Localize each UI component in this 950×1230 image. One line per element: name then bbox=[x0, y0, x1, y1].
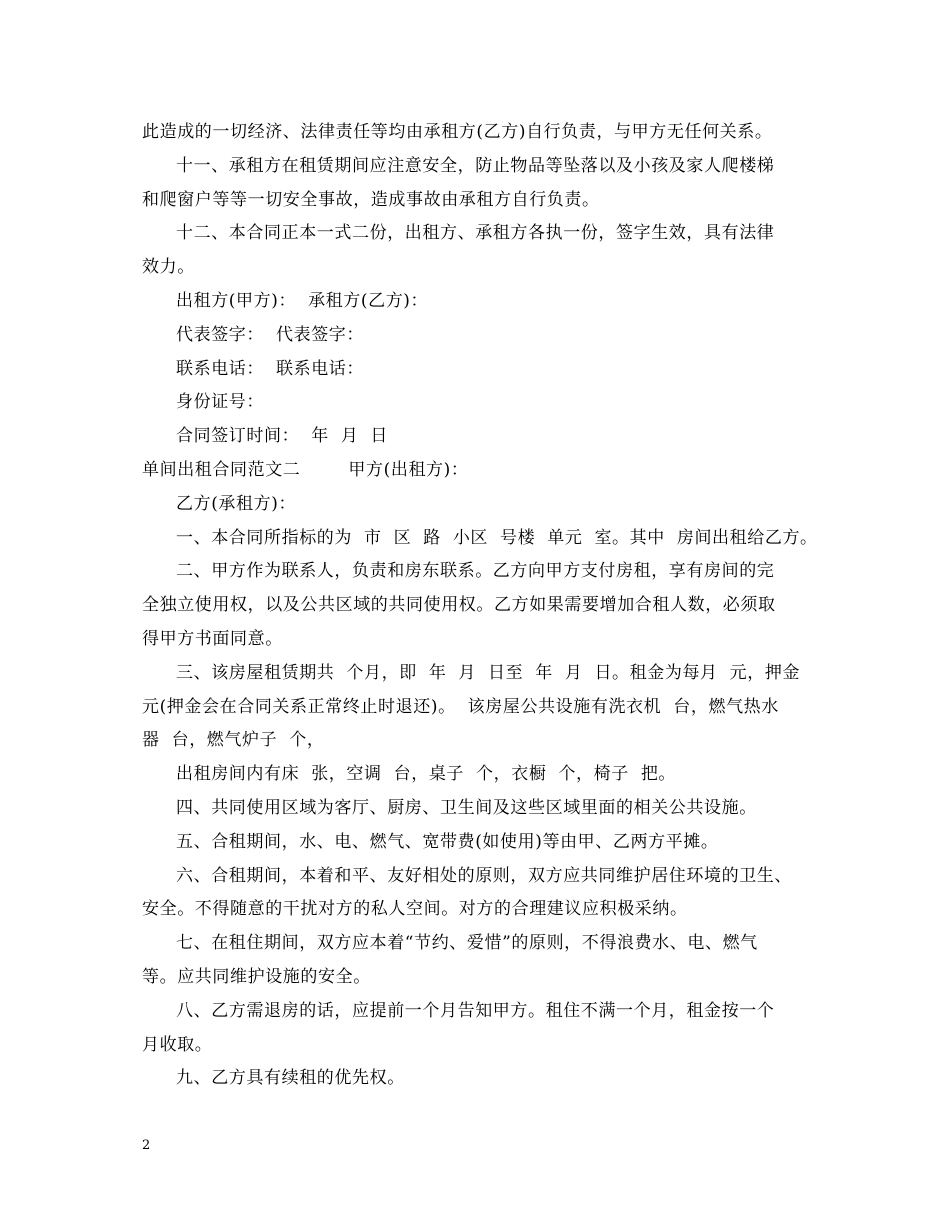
contact-phone-line: 联系电话： 联系电话： bbox=[176, 358, 365, 379]
text-line: 三、该房屋租赁期共 个月，即 年 月 日至 年 月 日。租金为每月 元，押金 bbox=[176, 662, 801, 683]
text-line: 十一、承租方在租赁期间应注意安全，防止物品等坠落以及小孩及家人爬楼梯 bbox=[176, 155, 775, 176]
text-line: 六、合租期间，本着和平、友好相处的原则，双方应共同维护居住环境的卫生、 bbox=[176, 865, 792, 886]
text-line: 九、乙方具有续租的优先权。 bbox=[176, 1068, 405, 1089]
id-number-line: 身份证号： bbox=[176, 392, 264, 413]
text-line: 元(押金会在合同关系正常终止时退还)。 该房屋公共设施有洗衣机 台，燃气热水 bbox=[142, 696, 779, 717]
text-line: 此造成的一切经济、法律责任等均由承租方(乙方)自行负责，与甲方无任何关系。 bbox=[142, 122, 773, 142]
text-line: 七、在租住期间，双方应本着“节约、爱惜”的原则，不得浪费水、电、燃气 bbox=[176, 933, 758, 954]
section-heading: 单间出租合同范文二 甲方(出租方)： bbox=[142, 459, 469, 480]
document-body bbox=[142, 116, 822, 1096]
text-line: 乙方(承租方)： bbox=[176, 493, 297, 514]
text-line: 全独立使用权，以及公共区域的共同使用权。乙方如果需要增加合租人数，必须取 bbox=[142, 595, 776, 616]
text-line: 月收取。 bbox=[142, 1034, 213, 1055]
text-line: 五、合租期间，水、电、燃气、宽带费(如使用)等由甲、乙两方平摊。 bbox=[176, 831, 719, 852]
text-line: 二、甲方作为联系人，负责和房东联系。乙方向甲方支付房租，享有房间的完 bbox=[176, 561, 775, 582]
text-line: 安全。不得随意的干扰对方的私人空间。对方的合理建议应积极采纳。 bbox=[142, 899, 688, 920]
text-line: 十二、本合同正本一式二份，出租方、承租方各执一份，签字生效，具有法律 bbox=[176, 223, 775, 244]
text-line: 和爬窗户等等一切安全事故，造成事故由承租方自行负责。 bbox=[142, 189, 600, 210]
page-number: 2 bbox=[142, 1138, 151, 1153]
signature-party-line: 出租方(甲方)： 承租方(乙方)： bbox=[176, 290, 429, 311]
signing-date-line: 合同签订时间： 年 月 日 bbox=[176, 426, 389, 447]
text-line: 等。应共同维护设施的安全。 bbox=[142, 966, 371, 987]
text-line: 效力。 bbox=[142, 257, 195, 278]
text-line: 出租房间内有床 张，空调 台，桌子 个，衣橱 个，椅子 把。 bbox=[176, 764, 677, 785]
text-line: 四、共同使用区域为客厅、厨房、卫生间及这些区域里面的相关公共设施。 bbox=[176, 797, 757, 818]
text-line: 得甲方书面同意。 bbox=[142, 628, 283, 649]
text-line: 一、本合同所指标的为 市 区 路 小区 号楼 单元 室。其中 房间出租给乙方。 bbox=[176, 527, 818, 548]
signature-rep-line: 代表签字： 代表签字： bbox=[176, 324, 365, 345]
text-line: 器 台，燃气炉子 个， bbox=[142, 730, 325, 751]
text-line: 八、乙方需退房的话，应提前一个月告知甲方。租住不满一个月，租金按一个 bbox=[176, 1000, 775, 1021]
